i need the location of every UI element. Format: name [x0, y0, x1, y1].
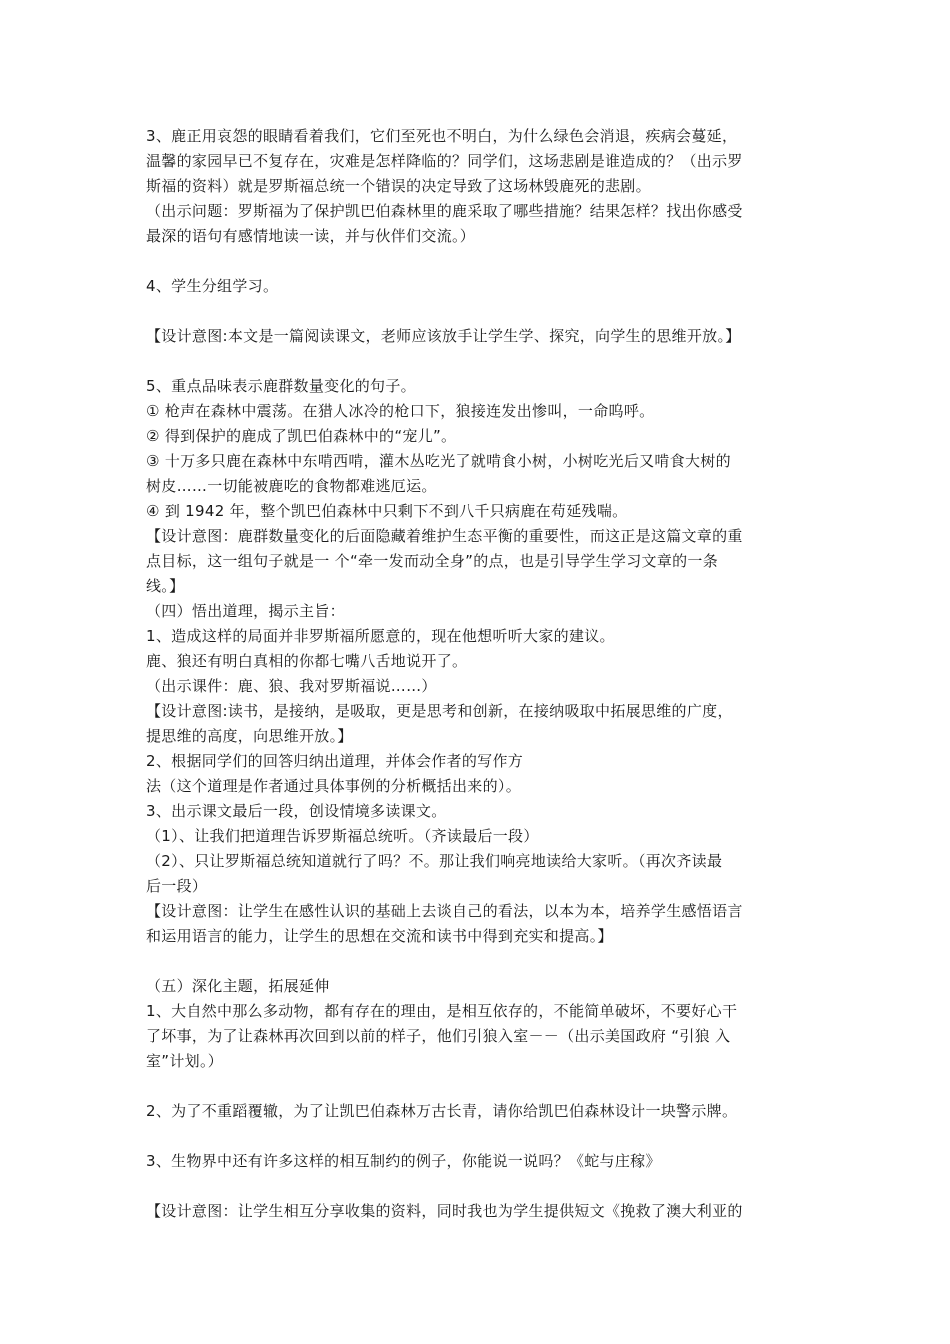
- text-line: 点目标，这一组句子就是一 个“牵一发而动全身”的点，也是引导学生学习文章的一条: [146, 552, 719, 570]
- text-line: （2）、只让罗斯福总统知道就行了吗？不。那让我们响亮地读给大家听。（再次齐读最: [146, 852, 723, 870]
- text-line: ① 枪声在森林中震荡。在猎人冰冷的枪口下，狼接连发出惨叫，一命呜呼。: [146, 402, 655, 420]
- text-line: 【设计意图：鹿群数量变化的后面隐藏着维护生态平衡的重要性，而这正是这篇文章的重: [146, 527, 743, 545]
- text-line: ④ 到 1942 年，整个凯巴伯森林中只剩下不到八千只病鹿在苟延残喘。: [146, 502, 628, 520]
- text-line: （出示问题：罗斯福为了保护凯巴伯森林里的鹿采取了哪些措施？结果怎样？找出你感受: [146, 202, 743, 220]
- text-line: 3、生物界中还有许多这样的相互制约的例子，你能说一说吗？《蛇与庄稼》: [146, 1152, 661, 1170]
- blank-line: [146, 1074, 810, 1099]
- text-line: （五）深化主题，拓展延伸: [146, 977, 330, 995]
- text-line: 了坏事，为了让森林再次回到以前的样子，他们引狼入室－－（出示美国政府 “引狼 入: [146, 1027, 731, 1045]
- text-line: 5、重点品味表示鹿群数量变化的句子。: [146, 377, 416, 395]
- text-line: 鹿、狼还有明白真相的你都七嘴八舌地说开了。: [146, 652, 468, 670]
- text-line: 法（这个道理是作者通过具体事例的分析概括出来的）。: [146, 777, 522, 795]
- text-line: （出示课件：鹿、狼、我对罗斯福说……）: [146, 677, 437, 695]
- text-line: 2、根据同学们的回答归纳出道理，并体会作者的写作方: [146, 752, 524, 770]
- text-line: ③ 十万多只鹿在森林中东啃西啃，灌木丛吃光了就啃食小树，小树吃光后又啃食大树的: [146, 452, 731, 470]
- text-line: 【设计意图：让学生相互分享收集的资料，同时我也为学生提供短文《挽救了澳大利亚的: [146, 1202, 743, 1220]
- text-line: 3、出示课文最后一段，创设情境多读课文。: [146, 802, 447, 820]
- blank-line: [146, 299, 810, 324]
- text-line: 线。】: [146, 577, 185, 595]
- text-line: 1、大自然中那么多动物，都有存在的理由，是相互依存的，不能简单破坏，不要好心干: [146, 1002, 738, 1020]
- text-line: （1）、让我们把道理告诉罗斯福总统听。（齐读最后一段）: [146, 827, 539, 845]
- blank-line: [146, 249, 810, 274]
- text-line: 2、为了不重蹈覆辙，为了让凯巴伯森林万古长青，请你给凯巴伯森林设计一块警示牌。: [146, 1102, 738, 1120]
- blank-line: [146, 1124, 810, 1149]
- blank-line: [146, 349, 810, 374]
- text-line: 3、鹿正用哀怨的眼睛看着我们，它们至死也不明白，为什么绿色会消退，疾病会蔓延，: [146, 127, 738, 145]
- blank-line: [146, 949, 810, 974]
- text-line: 和运用语言的能力，让学生的思想在交流和读书中得到充实和提高。】: [146, 927, 613, 945]
- text-line: 4、学生分组学习。: [146, 277, 279, 295]
- text-line: 后一段）: [146, 877, 208, 895]
- text-line: 室”计划。）: [146, 1052, 224, 1070]
- text-line: 温馨的家园早已不复存在，灾难是怎样降临的？同学们，这场悲剧是谁造成的？（出示罗: [146, 152, 743, 170]
- text-line: 树皮……一切能被鹿吃的食物都难逃厄运。: [146, 477, 437, 495]
- document-body: [146, 124, 810, 1224]
- text-line: 【设计意图：让学生在感性认识的基础上去谈自己的看法，以本为本，培养学生感悟语言: [146, 902, 743, 920]
- text-line: 【设计意图:本文是一篇阅读课文，老师应该放手让学生学、探究，向学生的思维开放。】: [146, 327, 741, 345]
- text-line: 1、造成这样的局面并非罗斯福所愿意的，现在他想听听大家的建议。: [146, 627, 615, 645]
- text-line: ② 得到保护的鹿成了凯巴伯森林中的“宠儿”。: [146, 427, 457, 445]
- text-line: 【设计意图:读书，是接纳，是吸取，更是思考和创新，在接纳吸取中拓展思维的广度，: [146, 702, 733, 720]
- text-line: 最深的语句有感情地读一读，并与伙伴们交流。）: [146, 227, 476, 245]
- text-line: 提思维的高度，向思维开放。】: [146, 727, 353, 745]
- text-line: （四）悟出道理，揭示主旨：: [146, 602, 345, 620]
- text-line: 斯福的资料）就是罗斯福总统一个错误的决定导致了这场林毁鹿死的悲剧。: [146, 177, 651, 195]
- blank-line: [146, 1174, 810, 1199]
